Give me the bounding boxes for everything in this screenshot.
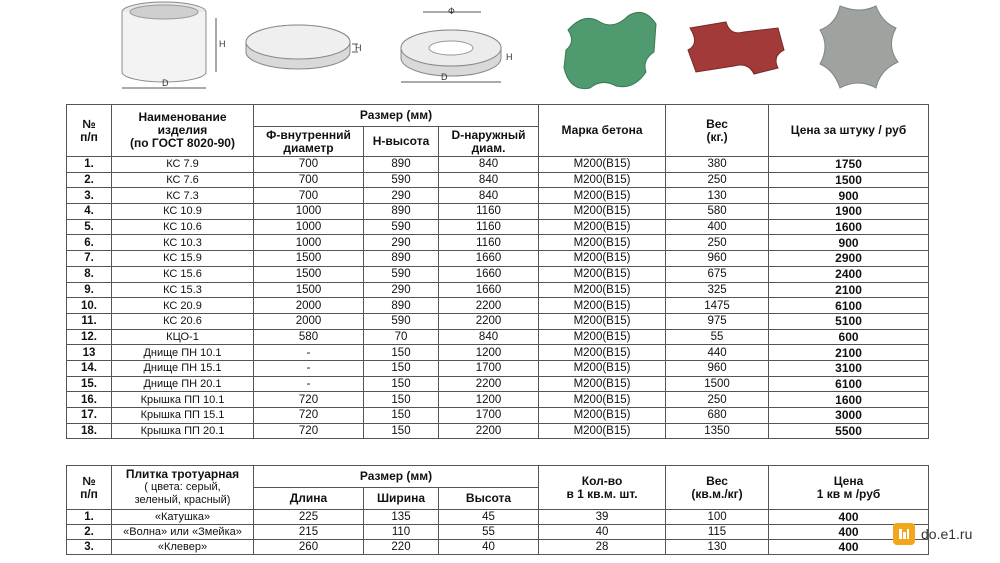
- table-cell: 900: [769, 235, 929, 251]
- table-cell: 10.: [67, 298, 112, 314]
- table-cell: 380: [666, 157, 769, 173]
- ring2-d-label: D: [441, 72, 448, 82]
- ring2-phi-label: Ф: [448, 6, 455, 16]
- table-cell: 6100: [769, 298, 929, 314]
- table-cell: 960: [666, 251, 769, 267]
- header-concrete: Марка бетона: [539, 105, 666, 157]
- table-cell: 1660: [439, 266, 539, 282]
- table-cell: 7.: [67, 251, 112, 267]
- table-cell: 1160: [439, 204, 539, 220]
- table-row: [67, 204, 929, 220]
- table-cell: «Волна» или «Змейка»: [112, 525, 254, 540]
- table-cell: 400: [666, 219, 769, 235]
- table-cell: 150: [364, 408, 439, 424]
- table-cell: 2100: [769, 282, 929, 298]
- table-cell: 1000: [254, 235, 364, 251]
- table-cell: 1700: [439, 408, 539, 424]
- table-cell: М200(В15): [539, 188, 666, 204]
- table-cell: -: [254, 376, 364, 392]
- table-cell: 290: [364, 188, 439, 204]
- table-row: [67, 313, 929, 329]
- table-cell: 150: [364, 360, 439, 376]
- table-cell: М200(В15): [539, 408, 666, 424]
- table-row: [67, 540, 929, 555]
- table-cell: 590: [364, 266, 439, 282]
- table-cell: М200(В15): [539, 376, 666, 392]
- table-cell: Крышка ПП 10.1: [112, 392, 254, 408]
- table-cell: 6.: [67, 235, 112, 251]
- gray-tile-image: [810, 0, 910, 94]
- table-cell: 5.: [67, 219, 112, 235]
- table-cell: Днище ПН 10.1: [112, 345, 254, 361]
- table-cell: 600: [769, 329, 929, 345]
- table-cell: 2900: [769, 251, 929, 267]
- table-cell: 1500: [666, 376, 769, 392]
- table-cell: 700: [254, 172, 364, 188]
- table-cell: 150: [364, 392, 439, 408]
- table-cell: 840: [439, 172, 539, 188]
- table-cell: 100: [666, 510, 769, 525]
- table-cell: М200(В15): [539, 172, 666, 188]
- table-cell: Крышка ПП 15.1: [112, 408, 254, 424]
- table-cell: 9.: [67, 282, 112, 298]
- table-cell: М200(В15): [539, 360, 666, 376]
- table-row: [67, 266, 929, 282]
- products-table-body: [67, 157, 929, 439]
- table-cell: 590: [364, 313, 439, 329]
- table-cell: Крышка ПП 20.1: [112, 423, 254, 439]
- table-cell: 1500: [254, 282, 364, 298]
- table-cell: 2200: [439, 423, 539, 439]
- table-cell: 15.: [67, 376, 112, 392]
- table-cell: 1750: [769, 157, 929, 173]
- table-cell: 590: [364, 219, 439, 235]
- table-cell: 2000: [254, 313, 364, 329]
- table-cell: М200(В15): [539, 157, 666, 173]
- table-cell: 18.: [67, 423, 112, 439]
- table-row: [67, 525, 929, 540]
- table-cell: 840: [439, 329, 539, 345]
- table-cell: 580: [666, 204, 769, 220]
- e1-logo-icon: [893, 523, 915, 545]
- table-cell: 6100: [769, 376, 929, 392]
- table-cell: 290: [364, 282, 439, 298]
- table-cell: КС 10.3: [112, 235, 254, 251]
- table-cell: 590: [364, 172, 439, 188]
- table-cell: 680: [666, 408, 769, 424]
- watermark: [893, 521, 972, 547]
- table-cell: 70: [364, 329, 439, 345]
- table-cell: 250: [666, 172, 769, 188]
- header-size-group: Размер (мм): [254, 105, 539, 127]
- table-row: [67, 408, 929, 424]
- table-cell: «Катушка»: [112, 510, 254, 525]
- tiles-header-name: [112, 466, 254, 510]
- tiles-header-name-title: Плитка тротуарная: [125, 467, 240, 481]
- tiles-header-qty: Кол-во в 1 кв.м. шт.: [539, 466, 666, 510]
- table-cell: 1000: [254, 219, 364, 235]
- table-cell: 400: [769, 510, 929, 525]
- table-cell: 5100: [769, 313, 929, 329]
- header-height: Н-высота: [364, 127, 439, 157]
- table-cell: М200(В15): [539, 345, 666, 361]
- table-cell: 3000: [769, 408, 929, 424]
- table-cell: 3.: [67, 540, 112, 555]
- table-cell: «Клевер»: [112, 540, 254, 555]
- table-cell: 1200: [439, 345, 539, 361]
- plate-h-label: H: [355, 43, 362, 53]
- ring2-h-label: H: [506, 52, 513, 62]
- table-cell: 150: [364, 345, 439, 361]
- table-cell: 250: [666, 392, 769, 408]
- table-row: [67, 376, 929, 392]
- table-cell: М200(В15): [539, 329, 666, 345]
- table-cell: 290: [364, 235, 439, 251]
- table-cell: 150: [364, 423, 439, 439]
- table-cell: 2200: [439, 298, 539, 314]
- table-cell: 2.: [67, 172, 112, 188]
- red-tile-image: [680, 10, 792, 88]
- table-cell: 14.: [67, 360, 112, 376]
- ring-h-label: H: [219, 39, 226, 49]
- table-cell: 1660: [439, 282, 539, 298]
- table-cell: 130: [666, 188, 769, 204]
- table-cell: 1500: [254, 251, 364, 267]
- table-row: [67, 345, 929, 361]
- table-cell: М200(В15): [539, 204, 666, 220]
- table-cell: 1600: [769, 219, 929, 235]
- table-row: [67, 172, 929, 188]
- table-cell: КС 15.3: [112, 282, 254, 298]
- watermark-text: do.e1.ru: [921, 526, 973, 542]
- table-cell: 1475: [666, 298, 769, 314]
- table-cell: 1160: [439, 219, 539, 235]
- table-cell: КС 7.9: [112, 157, 254, 173]
- tiles-header-width: Ширина: [364, 488, 439, 510]
- table-cell: -: [254, 345, 364, 361]
- table-cell: 890: [364, 251, 439, 267]
- table-cell: 675: [666, 266, 769, 282]
- table-cell: 28: [539, 540, 666, 555]
- table-row: [67, 392, 929, 408]
- table-cell: 960: [666, 360, 769, 376]
- table-cell: М200(В15): [539, 423, 666, 439]
- table-row: [67, 298, 929, 314]
- table-cell: 225: [254, 510, 364, 525]
- table-cell: М200(В15): [539, 313, 666, 329]
- table-cell: 1000: [254, 204, 364, 220]
- table-row: [67, 251, 929, 267]
- table-cell: 720: [254, 408, 364, 424]
- table-cell: М200(В15): [539, 392, 666, 408]
- table-cell: 8.: [67, 266, 112, 282]
- table-row: [67, 360, 929, 376]
- table-cell: 580: [254, 329, 364, 345]
- table-cell: 1.: [67, 157, 112, 173]
- table-cell: 2000: [254, 298, 364, 314]
- table-cell: 55: [439, 525, 539, 540]
- tiles-header-price: Цена 1 кв м /руб: [769, 466, 929, 510]
- table-cell: 2100: [769, 345, 929, 361]
- tiles-table-body: [67, 510, 929, 555]
- table-cell: 17.: [67, 408, 112, 424]
- table-cell: М200(В15): [539, 282, 666, 298]
- table-cell: КЦО-1: [112, 329, 254, 345]
- table-cell: 890: [364, 157, 439, 173]
- table-cell: 220: [364, 540, 439, 555]
- table-cell: Днище ПН 20.1: [112, 376, 254, 392]
- table-cell: КС 7.6: [112, 172, 254, 188]
- table-cell: 12.: [67, 329, 112, 345]
- table-cell: 250: [666, 235, 769, 251]
- table-row: [67, 510, 929, 525]
- table-cell: 890: [364, 204, 439, 220]
- table-cell: 2200: [439, 313, 539, 329]
- header-weight: Вес (кг.): [666, 105, 769, 157]
- table-row: [67, 329, 929, 345]
- table-row: [67, 219, 929, 235]
- table-cell: 1.: [67, 510, 112, 525]
- table-cell: 115: [666, 525, 769, 540]
- concrete-ring-drawing: [112, 0, 242, 95]
- table-row: [67, 188, 929, 204]
- table-cell: 400: [769, 540, 929, 555]
- table-cell: 1660: [439, 251, 539, 267]
- table-cell: 39: [539, 510, 666, 525]
- header-name: Наименование изделия (по ГОСТ 8020-90): [112, 105, 254, 157]
- table-cell: КС 7.3: [112, 188, 254, 204]
- ring-d-label: D: [162, 78, 169, 88]
- table-cell: 840: [439, 157, 539, 173]
- tiles-header-size-group: Размер (мм): [254, 466, 539, 488]
- tiles-header-height: Высота: [439, 488, 539, 510]
- header-inner-diameter: Ф-внутренний диаметр: [254, 127, 364, 157]
- table-cell: 110: [364, 525, 439, 540]
- table-cell: 720: [254, 423, 364, 439]
- table-cell: Днище ПН 15.1: [112, 360, 254, 376]
- table-cell: 3100: [769, 360, 929, 376]
- plate-drawing: [243, 20, 368, 90]
- table-cell: 1900: [769, 204, 929, 220]
- table-cell: М200(В15): [539, 219, 666, 235]
- table-cell: КС 10.6: [112, 219, 254, 235]
- tiles-header-length: Длина: [254, 488, 364, 510]
- table-cell: 1700: [439, 360, 539, 376]
- table-cell: КС 15.9: [112, 251, 254, 267]
- table-cell: 40: [539, 525, 666, 540]
- table-cell: 2.: [67, 525, 112, 540]
- table-cell: 720: [254, 392, 364, 408]
- table-cell: 840: [439, 188, 539, 204]
- table-cell: М200(В15): [539, 298, 666, 314]
- table-cell: 1350: [666, 423, 769, 439]
- table-cell: 11.: [67, 313, 112, 329]
- tiles-header-weight: Вес (кв.м./кг): [666, 466, 769, 510]
- table-cell: 135: [364, 510, 439, 525]
- table-cell: 215: [254, 525, 364, 540]
- table-cell: 2200: [439, 376, 539, 392]
- tiles-price-table: [66, 465, 929, 555]
- table-cell: КС 20.9: [112, 298, 254, 314]
- table-cell: КС 10.9: [112, 204, 254, 220]
- table-cell: 1160: [439, 235, 539, 251]
- table-cell: 2400: [769, 266, 929, 282]
- table-cell: 700: [254, 157, 364, 173]
- table-cell: М200(В15): [539, 251, 666, 267]
- table-cell: 1500: [254, 266, 364, 282]
- products-price-table: [66, 104, 929, 439]
- table-cell: 5500: [769, 423, 929, 439]
- header-price: Цена за штуку / руб: [769, 105, 929, 157]
- table-cell: 900: [769, 188, 929, 204]
- tiles-header-num: № п/п: [67, 466, 112, 510]
- table-row: [67, 235, 929, 251]
- table-cell: КС 20.6: [112, 313, 254, 329]
- table-cell: 440: [666, 345, 769, 361]
- table-cell: 1200: [439, 392, 539, 408]
- product-images: [0, 0, 1000, 100]
- table-cell: 975: [666, 313, 769, 329]
- table-cell: 3.: [67, 188, 112, 204]
- table-cell: 700: [254, 188, 364, 204]
- table-cell: 13: [67, 345, 112, 361]
- table-cell: 1600: [769, 392, 929, 408]
- table-cell: 55: [666, 329, 769, 345]
- table-row: [67, 423, 929, 439]
- table-cell: М200(В15): [539, 235, 666, 251]
- table-cell: 260: [254, 540, 364, 555]
- table-cell: 130: [666, 540, 769, 555]
- table-cell: 400: [769, 525, 929, 540]
- table-cell: 325: [666, 282, 769, 298]
- table-row: [67, 282, 929, 298]
- table-cell: 150: [364, 376, 439, 392]
- table-cell: 890: [364, 298, 439, 314]
- table-cell: 4.: [67, 204, 112, 220]
- table-cell: 45: [439, 510, 539, 525]
- table-cell: М200(В15): [539, 266, 666, 282]
- table-cell: 40: [439, 540, 539, 555]
- ring-plate-drawing: [396, 4, 521, 94]
- table-cell: -: [254, 360, 364, 376]
- tiles-header-name-note: ( цвета: серый, зеленый, красный): [134, 481, 231, 506]
- table-row: [67, 157, 929, 173]
- table-cell: 1500: [769, 172, 929, 188]
- table-cell: КС 15.6: [112, 266, 254, 282]
- table-cell: 16.: [67, 392, 112, 408]
- header-num: № п/п: [67, 105, 112, 157]
- green-tile-image: [556, 2, 666, 94]
- header-outer-diameter: D-наружный диам.: [439, 127, 539, 157]
